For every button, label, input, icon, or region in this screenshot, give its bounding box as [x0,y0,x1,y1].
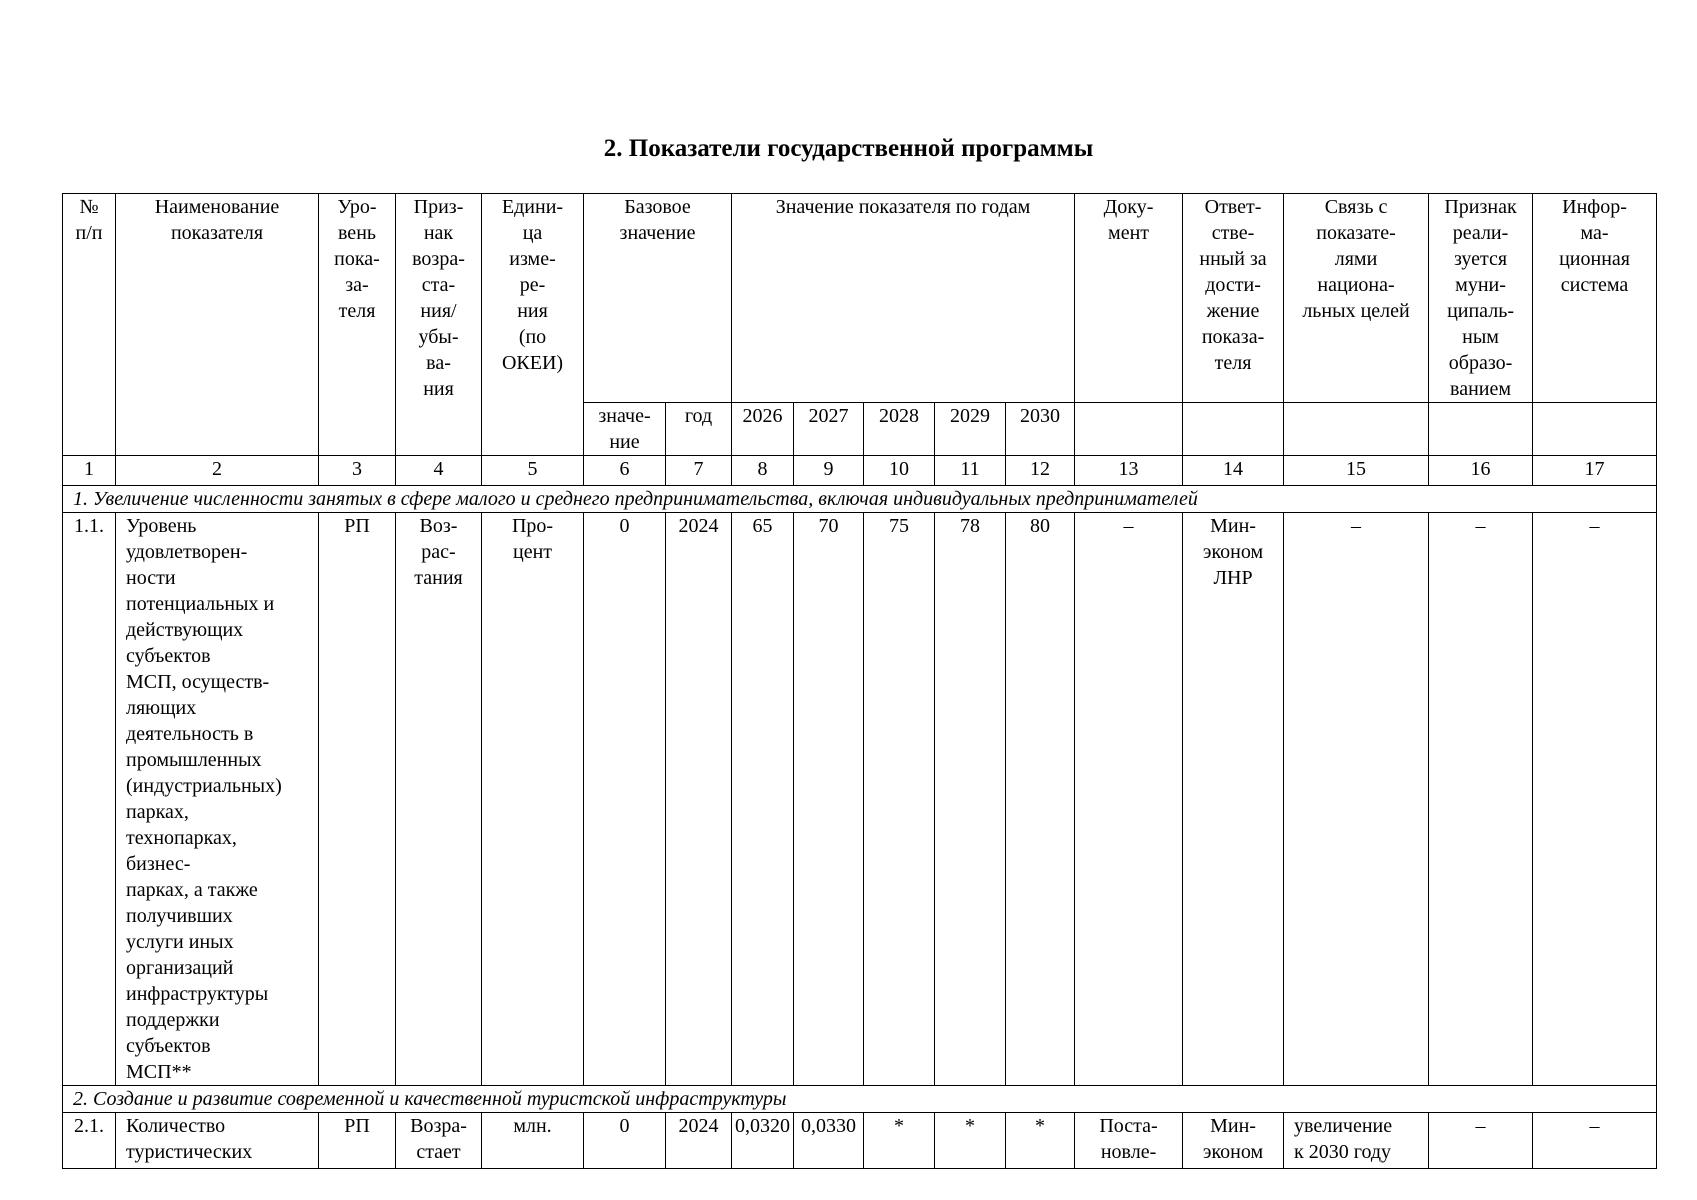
section-row [63,486,1657,513]
header-empty-cell [1533,403,1657,456]
column-numbers-row [63,456,1657,486]
column-number: 12 [1006,456,1075,486]
section-row [63,1086,1657,1113]
header-year-2028: 2028 [864,403,935,456]
header-name: Наименование показателя [116,194,319,456]
row-2-1-link: увеличение к 2030 году [1284,1113,1429,1169]
row-1-1-trend: Воз- рас- тания [396,513,482,1086]
row-1-1-level: РП [319,513,396,1086]
row-2-1-unit: млн. [482,1113,584,1169]
header-year-2029: 2029 [935,403,1006,456]
column-number: 5 [482,456,584,486]
table-row [63,1113,1657,1169]
column-number: 15 [1284,456,1429,486]
table-row [63,513,1657,1086]
page-title: 2. Показатели государственной программы [603,135,1094,162]
header-base: Базовое значение [584,194,732,403]
row-1-1-value-2028: 75 [864,513,935,1086]
row-1-1-resp: Мин- эконом ЛНР [1183,513,1284,1086]
header-level: Уро- вень пока- за- теля [319,194,396,456]
row-1-1-base-value: 0 [584,513,666,1086]
row-2-1-base-value: 0 [584,1113,666,1169]
header-trend: Приз- нак возра- ста- ния/ убы- ва- ния [396,194,482,456]
header-row [63,194,1657,403]
header-empty-cell [1075,403,1183,456]
header-empty-cell [1183,403,1284,456]
row-1-1-muni: – [1429,513,1533,1086]
column-number: 4 [396,456,482,486]
row-1-1-value-2026: 65 [732,513,794,1086]
row-2-1-resp: Мин- эконом [1183,1113,1284,1169]
row-2-1-value-2030: * [1006,1113,1075,1169]
header-year-2030: 2030 [1006,403,1075,456]
row-2-1-info: – [1533,1113,1657,1169]
row-2-1-base-year: 2024 [666,1113,732,1169]
row-1-1-num: 1.1. [63,513,116,1086]
row-2-1-value-2027: 0,0330 [794,1113,864,1169]
header-num: № п/п [63,194,116,456]
column-number: 8 [732,456,794,486]
header-year-2026: 2026 [732,403,794,456]
row-1-1-doc: – [1075,513,1183,1086]
header-muni: Признак реали- зуется муни- ципаль- ным образо- ванием [1429,194,1533,403]
row-2-1-level: РП [319,1113,396,1169]
header-unit: Едини- ца изме- ре- ния (по ОКЕИ) [482,194,584,456]
header-resp: Ответ- стве- нный за дости- жение показа- теля [1183,194,1284,403]
header-base-year: год [666,403,732,456]
row-1-1-value-2027: 70 [794,513,864,1086]
header-empty-cell [1284,403,1429,456]
section-1-heading: 1. Увеличение численности занятых в сфере малого и среднего предпринимательства, включая индивидуальных предпринимателей [63,486,1657,513]
column-number: 9 [794,456,864,486]
row-1-1-unit: Про- цент [482,513,584,1086]
row-1-1-value-2029: 78 [935,513,1006,1086]
column-number: 17 [1533,456,1657,486]
row-1-1-base-year: 2024 [666,513,732,1086]
column-number: 3 [319,456,396,486]
row-2-1-value-2026: 0,0320 [732,1113,794,1169]
section-2-heading: 2. Создание и развитие современной и качественной туристской инфраструктуры [63,1086,1657,1113]
header-year-2027: 2027 [794,403,864,456]
row-2-1-muni: – [1429,1113,1533,1169]
indicators-table [62,193,1657,1169]
row-2-1-value-2029: * [935,1113,1006,1169]
row-1-1-value-2030: 80 [1006,513,1075,1086]
header-doc: Доку- мент [1075,194,1183,403]
row-2-1-doc: Поста- новле- [1075,1113,1183,1169]
row-2-1-num: 2.1. [63,1113,116,1169]
column-number: 11 [935,456,1006,486]
header-base-value: значе- ние [584,403,666,456]
row-2-1-value-2028: * [864,1113,935,1169]
row-1-1-info: – [1533,513,1657,1086]
column-number: 16 [1429,456,1533,486]
header-info: Инфор- ма- ционная система [1533,194,1657,403]
column-number: 13 [1075,456,1183,486]
header-empty-cell [1429,403,1533,456]
row-2-1-name: Количество туристических [116,1113,319,1169]
column-number: 7 [666,456,732,486]
header-link: Связь с показате- лями национа- льных целей [1284,194,1429,403]
column-number: 10 [864,456,935,486]
column-number: 14 [1183,456,1284,486]
column-number: 6 [584,456,666,486]
row-1-1-name: Уровень удовлетворен- ности потенциальных и действующих субъектов МСП, осуществ- ляющих деятельность в промышленных (индустриальных) парках, технопарках, бизнес- парках, а также получивших услуги иных организаций инфраструктуры поддержки субъектов МСП** [116,513,319,1086]
column-number: 2 [116,456,319,486]
row-1-1-link: – [1284,513,1429,1086]
header-by-years: Значение показателя по годам [732,194,1075,403]
row-2-1-trend: Возра- стает [396,1113,482,1169]
column-number: 1 [63,456,116,486]
